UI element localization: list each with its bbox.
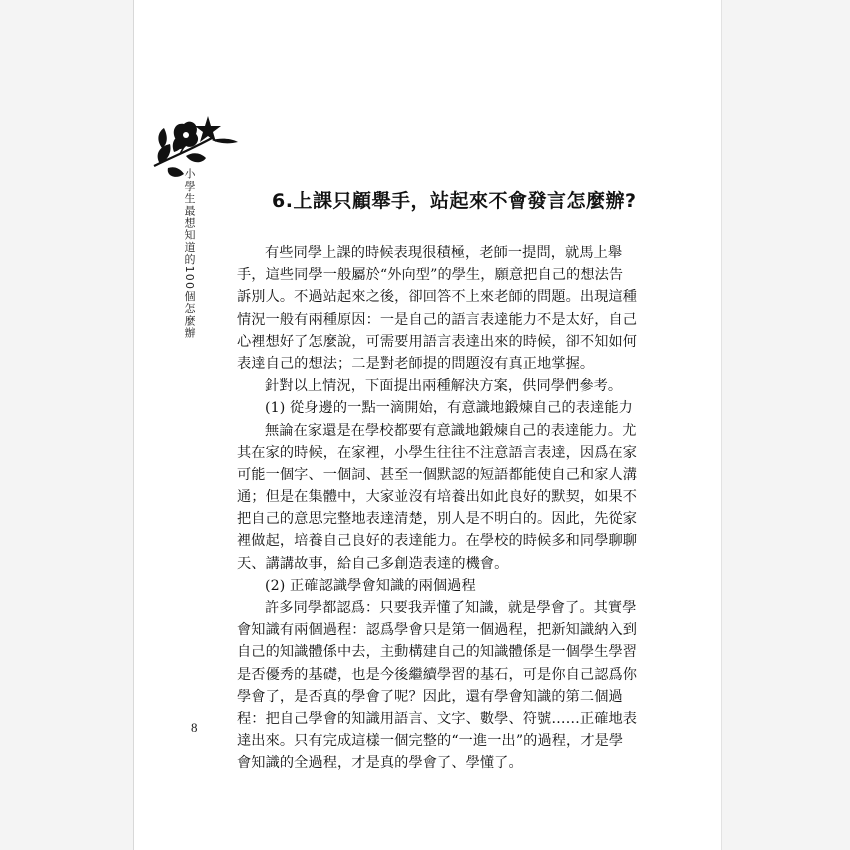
text-line: 其在家的時候，在家裡，小學生往往不注意語言表達，因爲在家	[237, 444, 638, 461]
text-line: 程：把自己學會的知識用語言、文字、數學、符號……正確地表	[237, 710, 638, 727]
running-head: 小學生最想知道的100個怎麼辦	[183, 168, 196, 339]
section-heading: (1) 從身邊的一點一滴開始，有意識地鍛煉自己的表達能力	[265, 400, 633, 417]
text-line: 會知識有兩個過程：認爲學會只是第一個過程，把新知識納入到	[237, 622, 638, 639]
text-line: 把自己的意思完整地表達清楚，別人是不明白的。因此，先從家	[237, 511, 638, 528]
text-line: 會知識的全過程，才是真的學會了、學懂了。	[237, 755, 523, 772]
outer-margin-band	[722, 0, 850, 850]
text-line: 有些同學上課的時候表現很積極，老師一提問，就馬上舉	[265, 245, 623, 261]
text-line: 天、講講故事，給自己多創造表達的機會。	[237, 555, 509, 572]
page-edge-line	[133, 0, 134, 850]
text-line: 可能一個字、一個詞、甚至一個默認的短語都能使自己和家人溝	[237, 466, 638, 483]
text-line: 針對以上情況，下面提出兩種解決方案，供同學們參考。	[265, 378, 623, 395]
text-line: 裡做起，培養自己良好的表達能力。在學校的時候多和同學聊聊	[237, 533, 638, 550]
text-line: 通；但是在集體中，大家並沒有培養出如此良好的默契，如果不	[237, 489, 638, 506]
text-line: 自己的知識體係中去，主動構建自己的知識體係是一個學生學習	[237, 644, 638, 661]
inner-margin-band	[0, 0, 133, 850]
text-line: 訴別人。不過站起來之後，卻回答不上來老師的問題。出現這種	[237, 289, 638, 306]
text-line: 心裡想好了怎麼說，可需要用語言表達出來的時候，卻不知如何	[237, 333, 638, 350]
text-line: 是否優秀的基礎，也是今後繼續學習的基石，可是你自己認爲你	[237, 666, 638, 683]
text-line: 學會了，是否真的學會了呢？因此，還有學會知識的第二個過	[237, 688, 623, 705]
text-line: 手，這些同學一般屬於“外向型”的學生，願意把自己的想法告	[237, 267, 624, 284]
text-line: 無論在家還是在學校都要有意識地鍛煉自己的表達能力。尤	[265, 422, 637, 439]
chapter-title: 6.上課只顧舉手，站起來不會發言怎麼辦?	[272, 190, 637, 212]
text-line: 許多同學都認爲：只要我弄懂了知識，就是學會了。其實學	[265, 600, 637, 616]
section-heading: (2) 正確認識學會知識的兩個過程	[265, 577, 476, 594]
text-line: 情況一般有兩種原因：一是自己的語言表達能力不是太好，自己	[237, 311, 638, 328]
text-line: 達出來。只有完成這樣一個完整的“一進一出”的過程，才是學	[237, 733, 624, 750]
body-text	[237, 242, 638, 775]
page-number: 8	[191, 720, 198, 735]
text-line: 表達自己的想法；二是對老師提的問題沒有真正地掌握。	[237, 355, 595, 372]
